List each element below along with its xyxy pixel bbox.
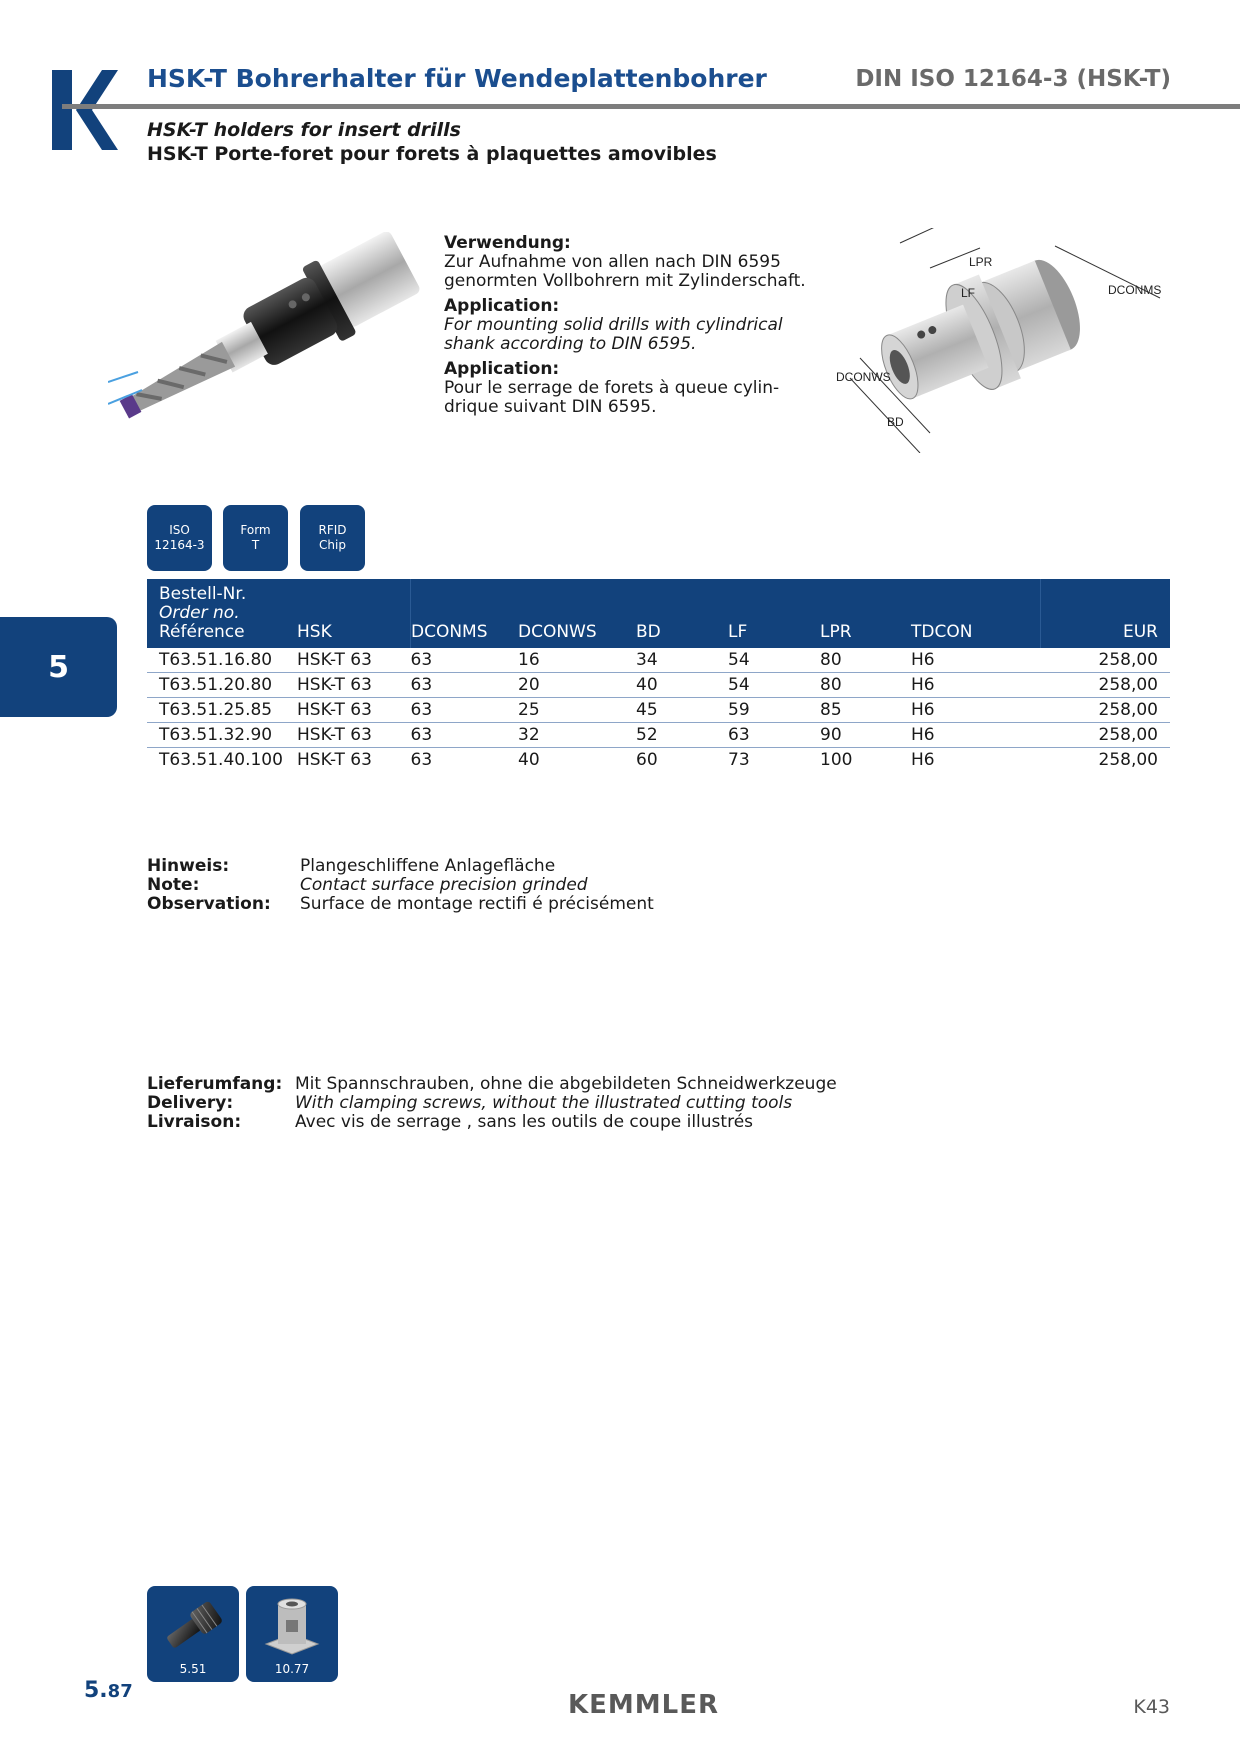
cell-tdcon: H6 xyxy=(911,648,1041,673)
cell-bd: 60 xyxy=(636,750,658,770)
delivery-text-en: With clamping screws, without the illustrated cutting tools xyxy=(295,1093,793,1113)
header-dconms: DCONMS xyxy=(411,579,519,648)
badge-rfid xyxy=(300,505,365,571)
badge-iso-line1: ISO xyxy=(169,523,190,537)
label-dconws: DCONWS xyxy=(836,370,891,384)
cell-lpr: 80 xyxy=(820,648,911,673)
header-lf: LF xyxy=(728,579,820,648)
cell-lf: 54 xyxy=(728,673,820,698)
cell-lf: 63 xyxy=(728,723,820,748)
chapter-tab[interactable]: 5 xyxy=(0,617,117,717)
label-dconms: DCONMS xyxy=(1108,283,1162,297)
label-lpr: LPR xyxy=(969,255,993,269)
assembly-fixture-icon xyxy=(260,1594,324,1660)
cell-dconms: 63 xyxy=(411,698,519,723)
cell-tdcon: H6 xyxy=(911,698,1041,723)
reference-label: 10.77 xyxy=(274,1662,310,1676)
cell-lf: 59 xyxy=(728,698,820,723)
cell-dconms: 63 xyxy=(411,648,519,673)
delivery-label-en: Delivery: xyxy=(147,1093,234,1113)
cell-order-no: T63.51.16.80 xyxy=(147,648,297,673)
badge-rfid-line1: RFID xyxy=(318,523,347,537)
note-text-en: Contact surface precision grinded xyxy=(300,875,588,895)
badge-iso xyxy=(147,505,212,571)
cell-lf: 54 xyxy=(728,648,820,673)
header-rule xyxy=(64,104,1240,109)
cell-bd: 45 xyxy=(636,698,728,723)
note-label-de: Hinweis: xyxy=(147,856,230,876)
note-label-fr: Observation: xyxy=(147,894,271,914)
application-text-en-2: shank according to DIN 6595. xyxy=(444,334,697,354)
cell-price: 258,00 xyxy=(1041,698,1171,723)
cell-bd: 52 xyxy=(636,723,728,748)
cell-price: 258,00 xyxy=(1041,673,1171,698)
reference-label: 5.51 xyxy=(179,1662,207,1676)
header-lpr: LPR xyxy=(820,579,911,648)
cell-order-no: T63.51.20.80 xyxy=(147,673,297,698)
cell-order-no: T63.51.40.100 xyxy=(159,750,283,770)
application-heading-fr: Application: xyxy=(444,359,560,379)
badge-form-line1: Form xyxy=(240,523,271,537)
application-text-en-1: For mounting solid drills with cylindrical xyxy=(444,315,783,335)
cell-tdcon: H6 xyxy=(911,673,1041,698)
table-row xyxy=(147,673,1170,698)
application-text-de-1: Zur Aufnahme von allen nach DIN 6595 xyxy=(444,252,781,272)
header-eur: EUR xyxy=(1041,579,1171,648)
header-tdcon: TDCON xyxy=(911,579,1041,648)
cell-dconws: 40 xyxy=(518,750,540,770)
badge-iso-line2: 12164-3 xyxy=(154,538,205,552)
cell-hsk: HSK-T 63 xyxy=(297,723,411,748)
cell-lpr: 80 xyxy=(820,673,911,698)
cell-hsk: HSK-T 63 xyxy=(297,648,411,673)
page-code: K43 xyxy=(1133,1696,1170,1718)
cell-dconws: 20 xyxy=(518,673,636,698)
cell-lpr: 90 xyxy=(820,723,911,748)
cell-order-no: T63.51.25.85 xyxy=(147,698,297,723)
title-french: HSK-T Porte-foret pour forets à plaquettes amovibles xyxy=(147,143,717,165)
brand-wordmark: KEMMLER xyxy=(568,1690,720,1720)
application-heading-de: Verwendung: xyxy=(444,233,571,253)
cell-bd: 34 xyxy=(636,648,728,673)
note-text-de: Plangeschliffene Anlagefläche xyxy=(300,856,556,876)
badge-rfid-line2: Chip xyxy=(319,538,346,552)
cell-price: 258,00 xyxy=(1041,723,1171,748)
application-text-fr-1: Pour le serrage de forets à queue cylin- xyxy=(444,378,780,398)
kemmler-logo xyxy=(52,70,118,150)
page-number-main: 5. xyxy=(84,1678,108,1703)
norm-title: DIN ISO 12164-3 (HSK-T) xyxy=(855,66,1171,92)
label-bd: BD xyxy=(887,415,904,429)
cell-lpr: 85 xyxy=(820,698,911,723)
table-row xyxy=(147,748,1170,773)
page-number xyxy=(84,1678,133,1703)
cell-tdcon: H6 xyxy=(911,750,935,770)
header-order-en: Order no. xyxy=(159,603,240,623)
application-text-de-2: genormten Vollbohrern mit Zylinderschaft. xyxy=(444,271,806,291)
reference-link-10-77[interactable] xyxy=(246,1586,338,1682)
cell-price: 258,00 xyxy=(1041,648,1171,673)
badge-form xyxy=(223,505,288,571)
header-dconws: DCONWS xyxy=(518,579,636,648)
cell-price: 258,00 xyxy=(1098,750,1158,770)
note-text-fr: Surface de montage rectifi é précisément xyxy=(300,894,654,914)
cell-dconws: 32 xyxy=(518,723,636,748)
cell-hsk: HSK-T 63 xyxy=(297,698,411,723)
cell-hsk: HSK-T 63 xyxy=(297,750,372,770)
header-order-no xyxy=(147,579,297,648)
cell-tdcon: H6 xyxy=(911,723,1041,748)
cell-order-no: T63.51.32.90 xyxy=(147,723,297,748)
reduction-sleeve-icon xyxy=(161,1596,225,1658)
header-order-fr: Référence xyxy=(159,622,245,642)
cell-dconws: 25 xyxy=(518,698,636,723)
cell-lf: 73 xyxy=(728,750,750,770)
delivery-text-de: Mit Spannschrauben, ohne die abgebildeten Schneidwerkzeuge xyxy=(295,1074,837,1094)
note-block xyxy=(147,857,947,917)
title-english: HSK-T holders for insert drills xyxy=(147,119,461,141)
header-hsk: HSK xyxy=(297,579,411,648)
cell-bd: 40 xyxy=(636,673,728,698)
reference-link-5-51[interactable] xyxy=(147,1586,239,1682)
table-row xyxy=(147,723,1170,748)
table-row xyxy=(147,648,1170,673)
page-number-sub: 87 xyxy=(107,1681,133,1702)
cell-dconms: 63 xyxy=(410,750,433,770)
header-bd: BD xyxy=(636,579,728,648)
product-photo xyxy=(108,232,428,442)
dimension-drawing xyxy=(830,228,1175,453)
table-header-row xyxy=(147,579,1170,648)
cell-lpr: 100 xyxy=(820,750,853,770)
note-label-en: Note: xyxy=(147,875,200,895)
header-order-de: Bestell-Nr. xyxy=(159,584,247,604)
delivery-label-fr: Livraison: xyxy=(147,1112,242,1132)
badge-form-line2: T xyxy=(251,538,260,552)
product-table xyxy=(147,579,1170,772)
delivery-label-de: Lieferumfang: xyxy=(147,1074,283,1094)
page-title: HSK-T Bohrerhalter für Wendeplattenbohrer xyxy=(147,64,767,93)
application-text xyxy=(444,234,834,417)
delivery-block xyxy=(147,1075,1047,1135)
application-text-fr-2: drique suivant DIN 6595. xyxy=(444,397,657,417)
cell-hsk: HSK-T 63 xyxy=(297,673,411,698)
cell-dconms: 63 xyxy=(411,723,519,748)
cell-dconms: 63 xyxy=(411,673,519,698)
label-lf: LF xyxy=(961,286,976,300)
cell-dconws: 16 xyxy=(518,648,636,673)
application-heading-en: Application: xyxy=(444,296,560,316)
delivery-text-fr: Avec vis de serrage , sans les outils de coupe illustrés xyxy=(295,1112,754,1132)
table-row xyxy=(147,698,1170,723)
